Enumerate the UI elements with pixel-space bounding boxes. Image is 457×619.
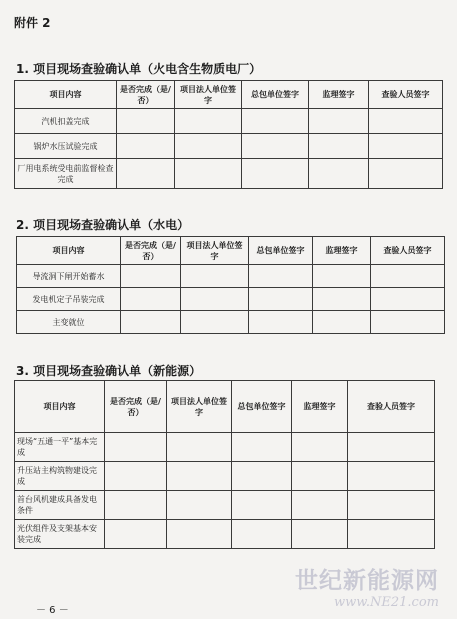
col-header-supervisor-sign: 监理签字 — [309, 81, 369, 109]
row-item: 首台风机建成具备发电条件 — [15, 491, 105, 520]
watermark-en: www.NE21.com — [334, 595, 439, 610]
contractor-sign-cell — [242, 109, 309, 134]
inspector-sign-cell — [369, 159, 443, 189]
col-header-owner-sign: 项目法人单位签字 — [167, 381, 232, 433]
contractor-sign-cell — [232, 491, 292, 520]
section-2-title: 2. 项目现场查验确认单（水电） — [16, 218, 190, 232]
inspector-sign-cell — [369, 134, 443, 159]
owner-sign-cell — [175, 159, 242, 189]
col-header-owner-sign: 项目法人单位签字 — [181, 237, 249, 265]
supervisor-sign-cell — [292, 491, 348, 520]
col-header-content: 项目内容 — [17, 237, 121, 265]
inspector-sign-cell — [348, 491, 435, 520]
watermark-cn: 世纪新能源网 — [295, 567, 439, 594]
table-header-row — [15, 381, 435, 433]
owner-sign-cell — [167, 462, 232, 491]
table-row — [15, 109, 443, 134]
contractor-sign-cell — [232, 433, 292, 462]
col-header-owner-sign: 项目法人单位签字 — [175, 81, 242, 109]
col-header-contractor-sign: 总包单位签字 — [232, 381, 292, 433]
contractor-sign-cell — [249, 311, 313, 334]
page-number: － 6 － — [36, 605, 69, 616]
supervisor-sign-cell — [313, 265, 371, 288]
inspector-sign-cell — [369, 109, 443, 134]
col-header-completed: 是否完成（是/否） — [121, 237, 181, 265]
section-3-table — [14, 380, 435, 549]
owner-sign-cell — [175, 134, 242, 159]
col-header-contractor-sign: 总包单位签字 — [242, 81, 309, 109]
owner-sign-cell — [167, 520, 232, 549]
supervisor-sign-cell — [309, 134, 369, 159]
contractor-sign-cell — [249, 288, 313, 311]
inspector-sign-cell — [371, 288, 445, 311]
col-header-completed: 是否完成（是/否） — [105, 381, 167, 433]
supervisor-sign-cell — [292, 433, 348, 462]
col-header-contractor-sign: 总包单位签字 — [249, 237, 313, 265]
supervisor-sign-cell — [292, 462, 348, 491]
supervisor-sign-cell — [309, 159, 369, 189]
section-3-title: 3. 项目现场查验确认单（新能源） — [16, 364, 202, 378]
watermark — [295, 562, 439, 610]
inspector-sign-cell — [348, 433, 435, 462]
table-row — [15, 520, 435, 549]
supervisor-sign-cell — [313, 288, 371, 311]
col-header-content: 项目内容 — [15, 81, 117, 109]
row-item: 汽机扣盖完成 — [15, 109, 117, 134]
table-row — [15, 159, 443, 189]
table-header-row — [15, 81, 443, 109]
contractor-sign-cell — [232, 520, 292, 549]
completed-cell — [105, 520, 167, 549]
table-row — [15, 433, 435, 462]
row-item: 厂用电系统受电前监督检查完成 — [15, 159, 117, 189]
row-item: 光伏组件及支架基本安装完成 — [15, 520, 105, 549]
completed-cell — [105, 491, 167, 520]
col-header-inspector-sign: 查验人员签字 — [371, 237, 445, 265]
table-row — [17, 288, 445, 311]
row-item: 现场“五通一平”基本完成 — [15, 433, 105, 462]
owner-sign-cell — [181, 288, 249, 311]
table-row — [15, 134, 443, 159]
col-header-supervisor-sign: 监理签字 — [292, 381, 348, 433]
col-header-content: 项目内容 — [15, 381, 105, 433]
row-item: 导流洞下闸开始蓄水 — [17, 265, 121, 288]
col-header-supervisor-sign: 监理签字 — [313, 237, 371, 265]
inspector-sign-cell — [348, 462, 435, 491]
owner-sign-cell — [181, 311, 249, 334]
section-1-table — [14, 80, 443, 189]
owner-sign-cell — [167, 433, 232, 462]
row-item: 锅炉水压试验完成 — [15, 134, 117, 159]
contractor-sign-cell — [232, 462, 292, 491]
contractor-sign-cell — [242, 159, 309, 189]
supervisor-sign-cell — [309, 109, 369, 134]
completed-cell — [121, 288, 181, 311]
completed-cell — [105, 462, 167, 491]
table-header-row — [17, 237, 445, 265]
completed-cell — [121, 311, 181, 334]
row-item: 发电机定子吊装完成 — [17, 288, 121, 311]
table-row — [17, 311, 445, 334]
owner-sign-cell — [181, 265, 249, 288]
completed-cell — [117, 134, 175, 159]
owner-sign-cell — [167, 491, 232, 520]
contractor-sign-cell — [242, 134, 309, 159]
section-1-title: 1. 项目现场查验确认单（火电含生物质电厂） — [16, 62, 262, 76]
supervisor-sign-cell — [292, 520, 348, 549]
col-header-inspector-sign: 查验人员签字 — [369, 81, 443, 109]
inspector-sign-cell — [371, 311, 445, 334]
completed-cell — [121, 265, 181, 288]
inspector-sign-cell — [348, 520, 435, 549]
completed-cell — [117, 109, 175, 134]
table-row — [15, 491, 435, 520]
col-header-inspector-sign: 查验人员签字 — [348, 381, 435, 433]
contractor-sign-cell — [249, 265, 313, 288]
table-row — [17, 265, 445, 288]
owner-sign-cell — [175, 109, 242, 134]
row-item: 主变就位 — [17, 311, 121, 334]
completed-cell — [117, 159, 175, 189]
col-header-completed: 是否完成（是/否） — [117, 81, 175, 109]
inspector-sign-cell — [371, 265, 445, 288]
page-header: 附件 2 — [14, 16, 51, 30]
completed-cell — [105, 433, 167, 462]
section-2-table — [16, 236, 445, 334]
row-item: 升压站主构筑物建设完成 — [15, 462, 105, 491]
table-row — [15, 462, 435, 491]
supervisor-sign-cell — [313, 311, 371, 334]
